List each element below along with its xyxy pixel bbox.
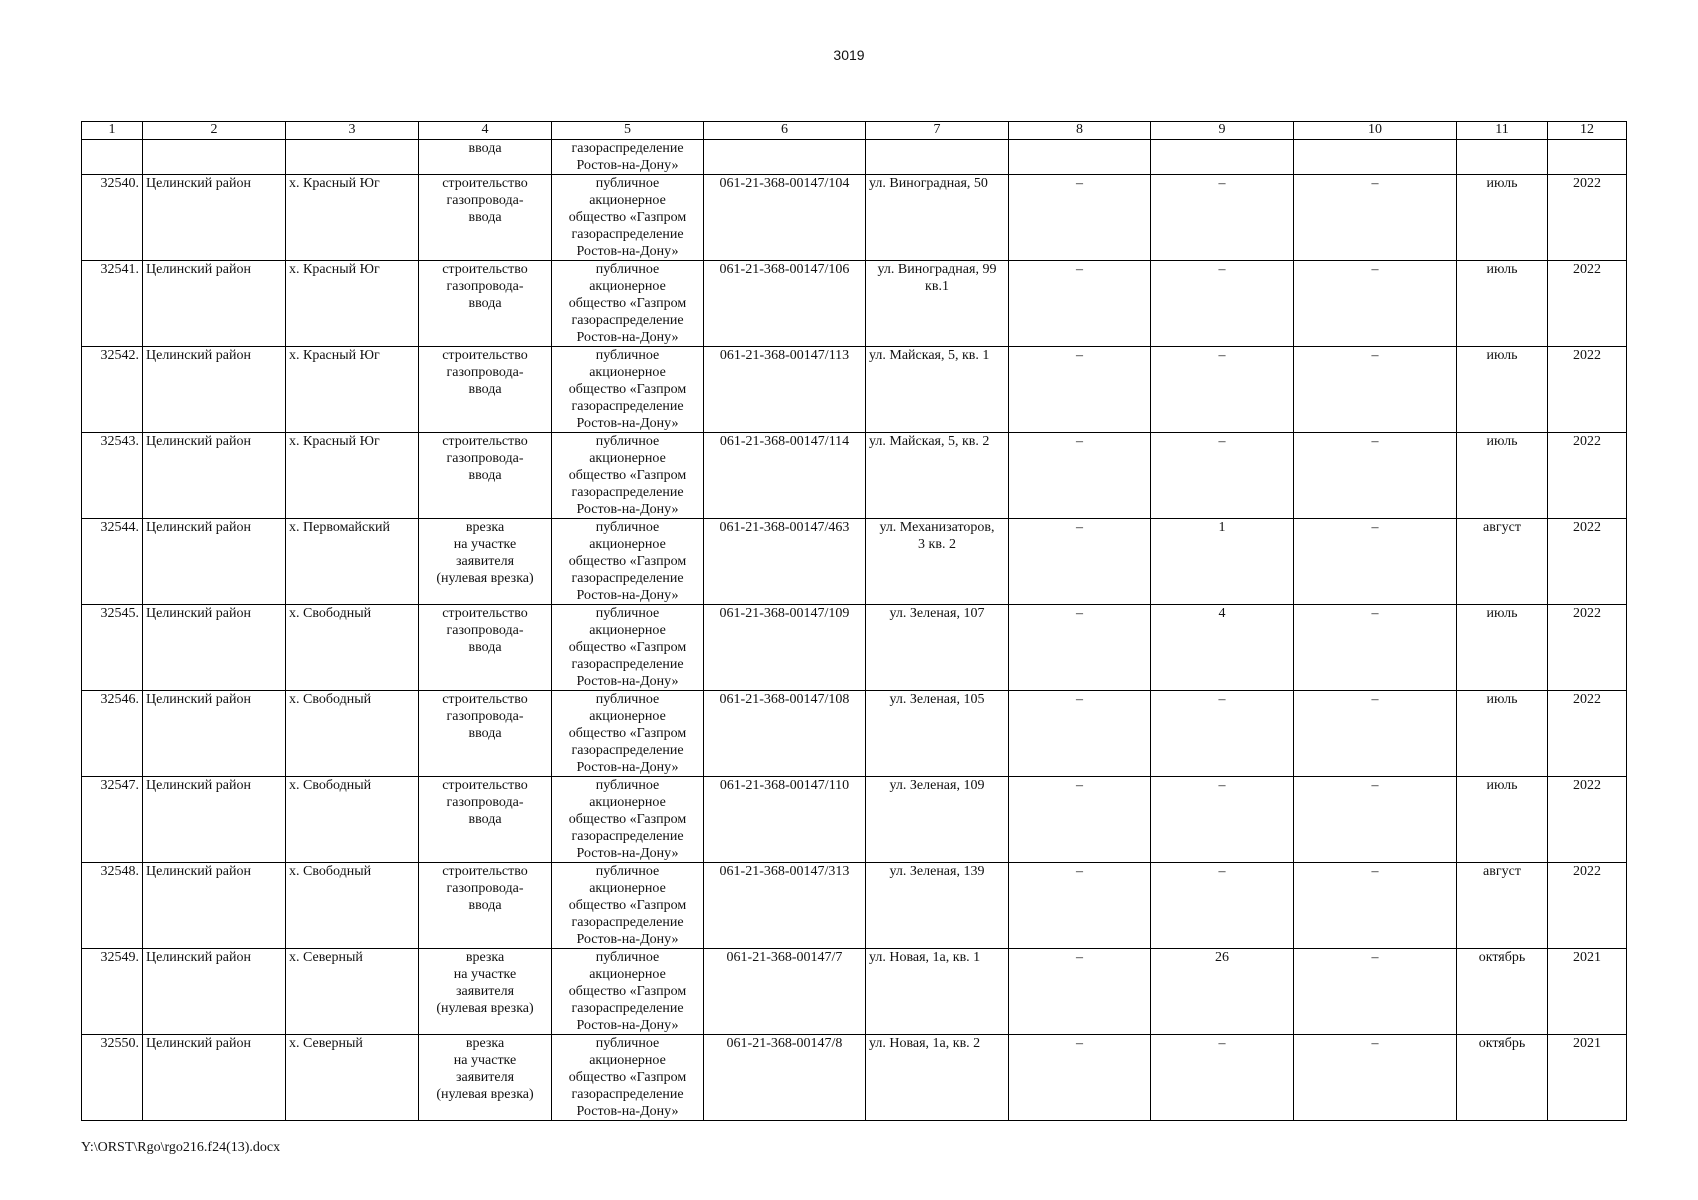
- organization-cell: публичное акционерное общество «Газпром газораспределение Ростов-на-Дону»: [552, 347, 704, 433]
- month-cell: июль: [1457, 777, 1548, 863]
- month-cell: июль: [1457, 175, 1548, 261]
- column-header: 8: [1009, 122, 1151, 140]
- column-9-cell: –: [1151, 433, 1294, 519]
- column-9-cell: –: [1151, 777, 1294, 863]
- month-cell: август: [1457, 519, 1548, 605]
- year-cell: 2022: [1548, 777, 1627, 863]
- column-header: 11: [1457, 122, 1548, 140]
- column-8-cell: –: [1009, 261, 1151, 347]
- column-10-cell: –: [1294, 777, 1457, 863]
- address-cell: ул. Новая, 1а, кв. 1: [866, 949, 1009, 1035]
- column-10-cell: –: [1294, 863, 1457, 949]
- organization-cell: публичное акционерное общество «Газпром газораспределение Ростов-на-Дону»: [552, 261, 704, 347]
- column-9-cell: 1: [1151, 519, 1294, 605]
- application-number-cell: 061-21-368-00147/114: [704, 433, 866, 519]
- page-number: 3019: [833, 47, 865, 63]
- column-number-row: [82, 122, 1627, 140]
- organization-cell: публичное акционерное общество «Газпром газораспределение Ростов-на-Дону»: [552, 949, 704, 1035]
- column-header: 4: [419, 122, 552, 140]
- month-cell: октябрь: [1457, 949, 1548, 1035]
- work-type-cell: строительство газопровода- ввода: [419, 605, 552, 691]
- application-number-cell: 061-21-368-00147/7: [704, 949, 866, 1035]
- district-cell: Целинский район: [143, 605, 286, 691]
- footer-file-path: Y:\ORST\Rgo\rgo216.f24(13).docx: [81, 1140, 281, 1155]
- settlement-cell: х. Свободный: [286, 777, 419, 863]
- column-10-cell: –: [1294, 433, 1457, 519]
- work-type-cell: ввода: [419, 140, 552, 175]
- table-row: [82, 175, 1627, 261]
- column-header: 6: [704, 122, 866, 140]
- column-8-cell: –: [1009, 691, 1151, 777]
- column-header: 10: [1294, 122, 1457, 140]
- table-row: [82, 777, 1627, 863]
- year-cell: 2021: [1548, 949, 1627, 1035]
- work-type-cell: строительство газопровода- ввода: [419, 347, 552, 433]
- column-8-cell: –: [1009, 433, 1151, 519]
- district-cell: Целинский район: [143, 691, 286, 777]
- settlement-cell: х. Первомайский: [286, 519, 419, 605]
- registry-table: [81, 121, 1627, 1121]
- month-cell: август: [1457, 863, 1548, 949]
- record-number-cell: 32540.: [82, 175, 143, 261]
- record-number-cell: 32545.: [82, 605, 143, 691]
- organization-cell: публичное акционерное общество «Газпром газораспределение Ростов-на-Дону»: [552, 777, 704, 863]
- district-cell: Целинский район: [143, 175, 286, 261]
- month-cell: июль: [1457, 691, 1548, 777]
- column-header: 2: [143, 122, 286, 140]
- record-number-cell: 32544.: [82, 519, 143, 605]
- work-type-cell: строительство газопровода- ввода: [419, 261, 552, 347]
- record-number-cell: 32550.: [82, 1035, 143, 1121]
- address-cell: ул. Зеленая, 109: [866, 777, 1009, 863]
- application-number-cell: 061-21-368-00147/106: [704, 261, 866, 347]
- settlement-cell: х. Северный: [286, 949, 419, 1035]
- table-row: [82, 949, 1627, 1035]
- column-header: 7: [866, 122, 1009, 140]
- district-cell: Целинский район: [143, 261, 286, 347]
- column-9-cell: –: [1151, 347, 1294, 433]
- year-cell: 2022: [1548, 175, 1627, 261]
- year-cell: 2022: [1548, 347, 1627, 433]
- column-9-cell: 26: [1151, 949, 1294, 1035]
- settlement-cell: х. Свободный: [286, 691, 419, 777]
- column-8-cell: –: [1009, 863, 1151, 949]
- column-header: 3: [286, 122, 419, 140]
- column-8-cell: –: [1009, 519, 1151, 605]
- column-10-cell: –: [1294, 175, 1457, 261]
- application-number-cell: 061-21-368-00147/113: [704, 347, 866, 433]
- table-row: [82, 347, 1627, 433]
- column-9-cell: –: [1151, 691, 1294, 777]
- column-10-cell: –: [1294, 261, 1457, 347]
- settlement-cell: х. Свободный: [286, 863, 419, 949]
- record-number-cell: 32543.: [82, 433, 143, 519]
- district-cell: Целинский район: [143, 777, 286, 863]
- column-9-cell: –: [1151, 863, 1294, 949]
- address-cell: ул. Зеленая, 105: [866, 691, 1009, 777]
- organization-cell: публичное акционерное общество «Газпром газораспределение Ростов-на-Дону»: [552, 1035, 704, 1121]
- organization-cell: публичное акционерное общество «Газпром газораспределение Ростов-на-Дону»: [552, 605, 704, 691]
- organization-cell: публичное акционерное общество «Газпром газораспределение Ростов-на-Дону»: [552, 433, 704, 519]
- column-header: 12: [1548, 122, 1627, 140]
- table-row: [82, 691, 1627, 777]
- address-cell: ул. Майская, 5, кв. 1: [866, 347, 1009, 433]
- application-number-cell: 061-21-368-00147/108: [704, 691, 866, 777]
- year-cell: 2022: [1548, 433, 1627, 519]
- record-number-cell: 32542.: [82, 347, 143, 433]
- application-number-cell: 061-21-368-00147/463: [704, 519, 866, 605]
- application-number-cell: 061-21-368-00147/313: [704, 863, 866, 949]
- work-type-cell: врезка на участке заявителя (нулевая врезка): [419, 949, 552, 1035]
- organization-cell: публичное акционерное общество «Газпром газораспределение Ростов-на-Дону»: [552, 863, 704, 949]
- column-9-cell: –: [1151, 1035, 1294, 1121]
- record-number-cell: 32547.: [82, 777, 143, 863]
- table-row: [82, 863, 1627, 949]
- table-row: [82, 605, 1627, 691]
- district-cell: Целинский район: [143, 347, 286, 433]
- application-number-cell: 061-21-368-00147/110: [704, 777, 866, 863]
- year-cell: 2022: [1548, 261, 1627, 347]
- year-cell: 2022: [1548, 605, 1627, 691]
- district-cell: Целинский район: [143, 433, 286, 519]
- work-type-cell: строительство газопровода- ввода: [419, 691, 552, 777]
- table-row: [82, 433, 1627, 519]
- year-cell: 2022: [1548, 519, 1627, 605]
- month-cell: июль: [1457, 433, 1548, 519]
- column-8-cell: –: [1009, 949, 1151, 1035]
- column-9-cell: –: [1151, 261, 1294, 347]
- application-number-cell: 061-21-368-00147/8: [704, 1035, 866, 1121]
- application-number-cell: 061-21-368-00147/109: [704, 605, 866, 691]
- address-cell: ул. Механизаторов, 3 кв. 2: [866, 519, 1009, 605]
- year-cell: 2022: [1548, 863, 1627, 949]
- settlement-cell: х. Северный: [286, 1035, 419, 1121]
- continuation-row: [82, 140, 1627, 175]
- table-row: [82, 1035, 1627, 1121]
- column-10-cell: –: [1294, 347, 1457, 433]
- record-number-cell: 32548.: [82, 863, 143, 949]
- column-8-cell: –: [1009, 1035, 1151, 1121]
- address-cell: ул. Новая, 1а, кв. 2: [866, 1035, 1009, 1121]
- work-type-cell: врезка на участке заявителя (нулевая врезка): [419, 1035, 552, 1121]
- year-cell: 2021: [1548, 1035, 1627, 1121]
- column-10-cell: –: [1294, 1035, 1457, 1121]
- district-cell: Целинский район: [143, 949, 286, 1035]
- settlement-cell: х. Красный Юг: [286, 175, 419, 261]
- column-header: 1: [82, 122, 143, 140]
- table-row: [82, 261, 1627, 347]
- settlement-cell: х. Красный Юг: [286, 433, 419, 519]
- column-9-cell: –: [1151, 175, 1294, 261]
- column-10-cell: –: [1294, 519, 1457, 605]
- organization-cell: публичное акционерное общество «Газпром газораспределение Ростов-на-Дону»: [552, 175, 704, 261]
- work-type-cell: строительство газопровода- ввода: [419, 777, 552, 863]
- settlement-cell: х. Красный Юг: [286, 347, 419, 433]
- address-cell: ул. Виноградная, 50: [866, 175, 1009, 261]
- record-number-cell: 32549.: [82, 949, 143, 1035]
- column-10-cell: –: [1294, 949, 1457, 1035]
- column-10-cell: –: [1294, 605, 1457, 691]
- address-cell: ул. Виноградная, 99 кв.1: [866, 261, 1009, 347]
- month-cell: июль: [1457, 347, 1548, 433]
- table-row: [82, 519, 1627, 605]
- column-8-cell: –: [1009, 347, 1151, 433]
- month-cell: июль: [1457, 261, 1548, 347]
- year-cell: 2022: [1548, 691, 1627, 777]
- settlement-cell: х. Красный Юг: [286, 261, 419, 347]
- work-type-cell: врезка на участке заявителя (нулевая врезка): [419, 519, 552, 605]
- address-cell: ул. Майская, 5, кв. 2: [866, 433, 1009, 519]
- column-header: 9: [1151, 122, 1294, 140]
- organization-cell: публичное акционерное общество «Газпром газораспределение Ростов-на-Дону»: [552, 691, 704, 777]
- column-header: 5: [552, 122, 704, 140]
- column-8-cell: –: [1009, 777, 1151, 863]
- district-cell: Целинский район: [143, 863, 286, 949]
- organization-cell: газораспределение Ростов-на-Дону»: [552, 140, 704, 175]
- address-cell: ул. Зеленая, 107: [866, 605, 1009, 691]
- district-cell: Целинский район: [143, 519, 286, 605]
- work-type-cell: строительство газопровода- ввода: [419, 863, 552, 949]
- address-cell: ул. Зеленая, 139: [866, 863, 1009, 949]
- record-number-cell: 32541.: [82, 261, 143, 347]
- application-number-cell: 061-21-368-00147/104: [704, 175, 866, 261]
- organization-cell: публичное акционерное общество «Газпром газораспределение Ростов-на-Дону»: [552, 519, 704, 605]
- settlement-cell: х. Свободный: [286, 605, 419, 691]
- column-8-cell: –: [1009, 175, 1151, 261]
- month-cell: июль: [1457, 605, 1548, 691]
- column-8-cell: –: [1009, 605, 1151, 691]
- district-cell: Целинский район: [143, 1035, 286, 1121]
- column-9-cell: 4: [1151, 605, 1294, 691]
- work-type-cell: строительство газопровода- ввода: [419, 175, 552, 261]
- work-type-cell: строительство газопровода- ввода: [419, 433, 552, 519]
- record-number-cell: 32546.: [82, 691, 143, 777]
- month-cell: октябрь: [1457, 1035, 1548, 1121]
- column-10-cell: –: [1294, 691, 1457, 777]
